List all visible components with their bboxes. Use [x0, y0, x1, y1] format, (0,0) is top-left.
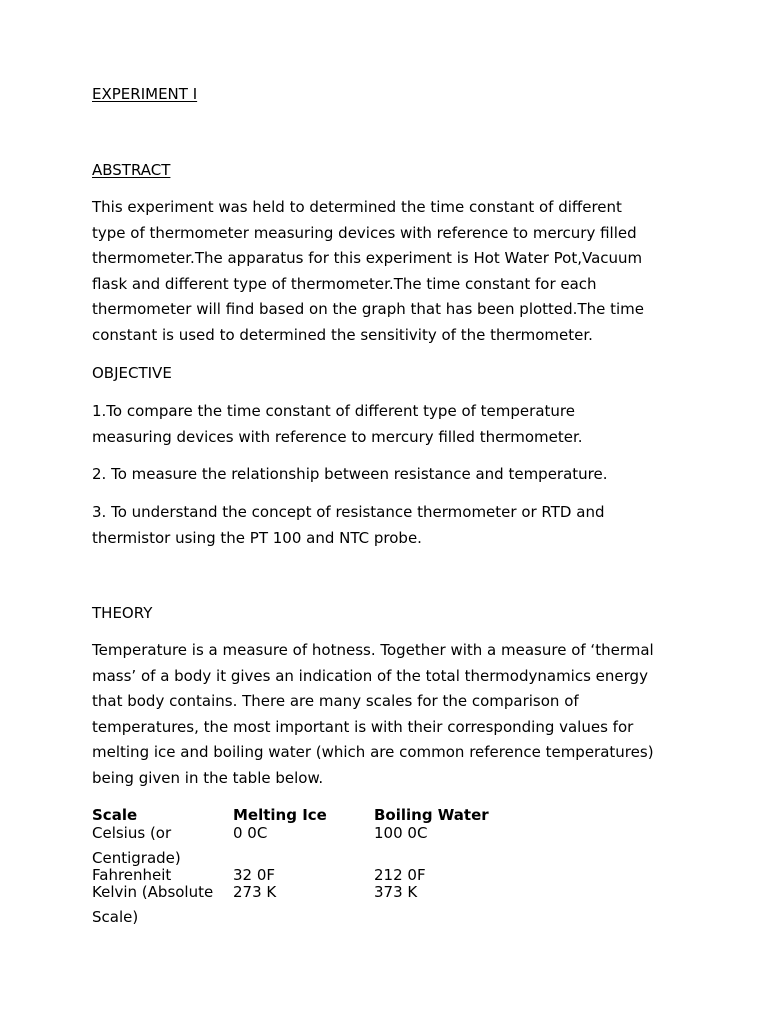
abstract-line: type of thermometer measuring devices with reference to mercury filled	[92, 223, 637, 242]
theory-line: being given in the table below.	[92, 768, 324, 787]
theory-line: that body contains. There are many scales for the comparison of	[92, 692, 579, 710]
scale-name-line: Kelvin (Absolute	[92, 883, 214, 901]
theory-paragraph	[92, 638, 692, 791]
table-row	[92, 884, 534, 926]
abstract-line: constant is used to determined the sensitivity of the thermometer.	[92, 325, 593, 344]
theory-line: temperatures, the most important is with their corresponding values for	[92, 717, 634, 736]
scale-name-line: Scale)	[92, 908, 139, 926]
objective-line: 2. To measure the relationship between resistance and temperature.	[92, 465, 608, 483]
objective-item-3	[92, 500, 692, 551]
scale-cell	[92, 884, 233, 926]
abstract-title: ABSTRACT	[92, 161, 171, 179]
header-scale: Scale	[92, 806, 138, 824]
abstract-line: thermometer will find based on the graph that has been plotted.The time	[92, 300, 645, 318]
document-heading: EXPERIMENT I	[92, 85, 198, 103]
objective-line: measuring devices with reference to mercury filled thermometer.	[92, 427, 583, 446]
scale-name-line: Centigrade)	[92, 849, 181, 867]
theory-line: melting ice and boiling water (which are common reference temperatures)	[92, 743, 654, 761]
objective-title: OBJECTIVE	[92, 364, 172, 382]
theory-line: mass’ of a body it gives an indication of the total thermodynamics energy	[92, 666, 648, 685]
abstract-paragraph	[92, 195, 692, 348]
scale-cell	[92, 825, 233, 867]
objective-line: 1.To compare the time constant of different type of temperature	[92, 402, 575, 420]
melting-cell: 0 0C	[233, 824, 268, 842]
abstract-line: thermometer.The apparatus for this experiment is Hot Water Pot,Vacuum	[92, 249, 643, 267]
boiling-cell: 373 K	[374, 883, 418, 901]
abstract-line: This experiment was held to determined the time constant of different	[92, 198, 622, 216]
scale-cell: Fahrenheit	[92, 866, 172, 884]
theory-line: Temperature is a measure of hotness. Together with a measure of ‘thermal	[92, 641, 654, 659]
scale-name-line: Celsius (or	[92, 824, 172, 842]
abstract-line: flask and different type of thermometer.The time constant for each	[92, 274, 597, 293]
boiling-cell: 212 0F	[374, 866, 426, 884]
melting-cell: 273 K	[233, 883, 277, 901]
header-melting-ice: Melting Ice	[233, 806, 327, 824]
table-row	[92, 825, 534, 867]
objective-item-1	[92, 399, 692, 450]
temperature-scales-table	[92, 805, 534, 926]
objective-line: thermistor using the PT 100 and NTC probe.	[92, 528, 422, 547]
objective-line: 3. To understand the concept of resistance thermometer or RTD and	[92, 503, 605, 521]
melting-cell: 32 0F	[233, 866, 276, 884]
table-header-row	[92, 805, 534, 825]
table-row	[92, 867, 534, 884]
boiling-cell: 100 0C	[374, 824, 428, 842]
theory-title: THEORY	[92, 604, 153, 622]
header-boiling-water: Boiling Water	[374, 806, 489, 824]
objective-item-2	[92, 462, 692, 488]
